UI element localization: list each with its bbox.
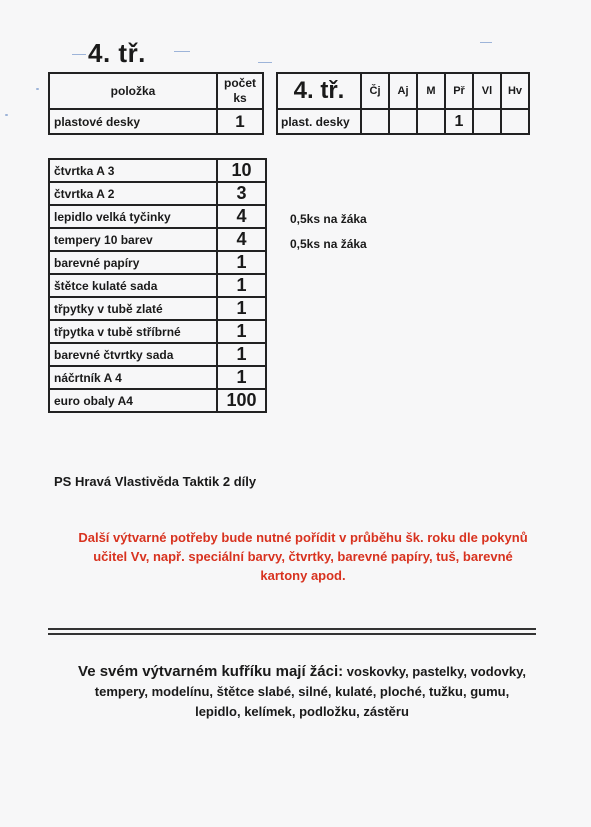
table-row: [49, 343, 266, 366]
item-qty: 4: [217, 205, 266, 228]
art-supplies-red-note: [58, 528, 548, 585]
cell-m: [417, 109, 445, 134]
item-name: tempery 10 barev: [49, 228, 217, 251]
art-kit-line: lepidlo, kelímek, podložku, zástěru: [195, 704, 409, 719]
art-kit-lead: Ve svém výtvarném kufříku mají žáci:: [78, 663, 344, 680]
divider-line: [48, 628, 536, 630]
art-kit-note: [52, 662, 552, 722]
item-qty: 100: [217, 389, 266, 412]
subject-table-heading: 4. tř.: [277, 73, 361, 109]
table-row: [277, 109, 529, 134]
red-note-line: Další výtvarné potřeby bude nutné pořídit v průběhu šk. roku dle pokynů: [78, 530, 528, 545]
subject-m: M: [417, 73, 445, 109]
table-row: [49, 251, 266, 274]
item-name: lepidlo velká tyčinky: [49, 205, 217, 228]
subject-header-row: [277, 73, 529, 109]
cell-aj: [389, 109, 417, 134]
item-qty: 1: [217, 343, 266, 366]
table-row: [49, 228, 266, 251]
table-header-row: [49, 73, 263, 109]
column-header-item: položka: [49, 73, 217, 109]
item-name: čtvrtka A 2: [49, 182, 217, 205]
item-name: plastové desky: [49, 109, 217, 134]
item-name: čtvrtka A 3: [49, 159, 217, 182]
subject-hv: Hv: [501, 73, 529, 109]
table-row: [49, 297, 266, 320]
item-qty: 1: [217, 251, 266, 274]
item-qty: 1: [217, 320, 266, 343]
scan-speck: [72, 54, 86, 55]
supplies-table: [48, 158, 267, 413]
art-kit-line: [52, 662, 552, 682]
per-pupil-note: 0,5ks na žáka: [290, 212, 367, 226]
column-header-count: [217, 73, 263, 109]
item-qty: 1: [217, 109, 263, 134]
item-qty: 4: [217, 228, 266, 251]
scan-speck: [258, 62, 272, 63]
art-kit-line: tempery, modelínu, štětce slabé, silné, kulaté, ploché, tužku, gumu,: [94, 684, 510, 699]
item-name: třpytky v tubě zlaté: [49, 297, 217, 320]
per-pupil-note: 0,5ks na žáka: [290, 237, 367, 251]
table-row: [49, 366, 266, 389]
red-note-line: učitel Vv, např. speciální barvy, čtvrtky, barevné papíry, tuš, barevné: [93, 549, 513, 564]
count-header-line2: ks: [233, 91, 247, 105]
divider-line: [48, 633, 536, 635]
item-name: euro obaly A4: [49, 389, 217, 412]
scan-speck: [5, 114, 8, 116]
cell-pr: 1: [445, 109, 473, 134]
count-header-line1: počet: [223, 76, 256, 90]
subject-table: [276, 72, 530, 135]
item-name: třpytka v tubě stříbrné: [49, 320, 217, 343]
item-name: náčrtník A 4: [49, 366, 217, 389]
scan-speck: [174, 51, 190, 52]
item-table: [48, 72, 264, 135]
scan-speck: [480, 42, 492, 43]
item-qty: 1: [217, 366, 266, 389]
subject-cj: Čj: [361, 73, 389, 109]
table-row: [49, 274, 266, 297]
cell-hv: [501, 109, 529, 134]
item-qty: 1: [217, 297, 266, 320]
row-label: plast. desky: [277, 109, 361, 134]
item-qty: 3: [217, 182, 266, 205]
table-row: [49, 389, 266, 412]
item-name: štětce kulaté sada: [49, 274, 217, 297]
item-qty: 1: [217, 274, 266, 297]
scan-speck: [36, 88, 39, 90]
table-row: [49, 205, 266, 228]
red-note-line: kartony apod.: [260, 568, 346, 583]
cell-vl: [473, 109, 501, 134]
table-row: [49, 109, 263, 134]
cell-cj: [361, 109, 389, 134]
page-title: 4. tř.: [88, 38, 146, 68]
workbook-note: PS Hravá Vlastivěda Taktik 2 díly: [54, 474, 257, 489]
item-name: barevné čtvrtky sada: [49, 343, 217, 366]
table-row: [49, 182, 266, 205]
subject-vl: Vl: [473, 73, 501, 109]
subject-pr: Př: [445, 73, 473, 109]
art-kit-line1-rest: voskovky, pastelky, vodovky,: [343, 664, 526, 679]
subject-aj: Aj: [389, 73, 417, 109]
table-row: [49, 320, 266, 343]
table-row: [49, 159, 266, 182]
item-name: barevné papíry: [49, 251, 217, 274]
item-qty: 10: [217, 159, 266, 182]
